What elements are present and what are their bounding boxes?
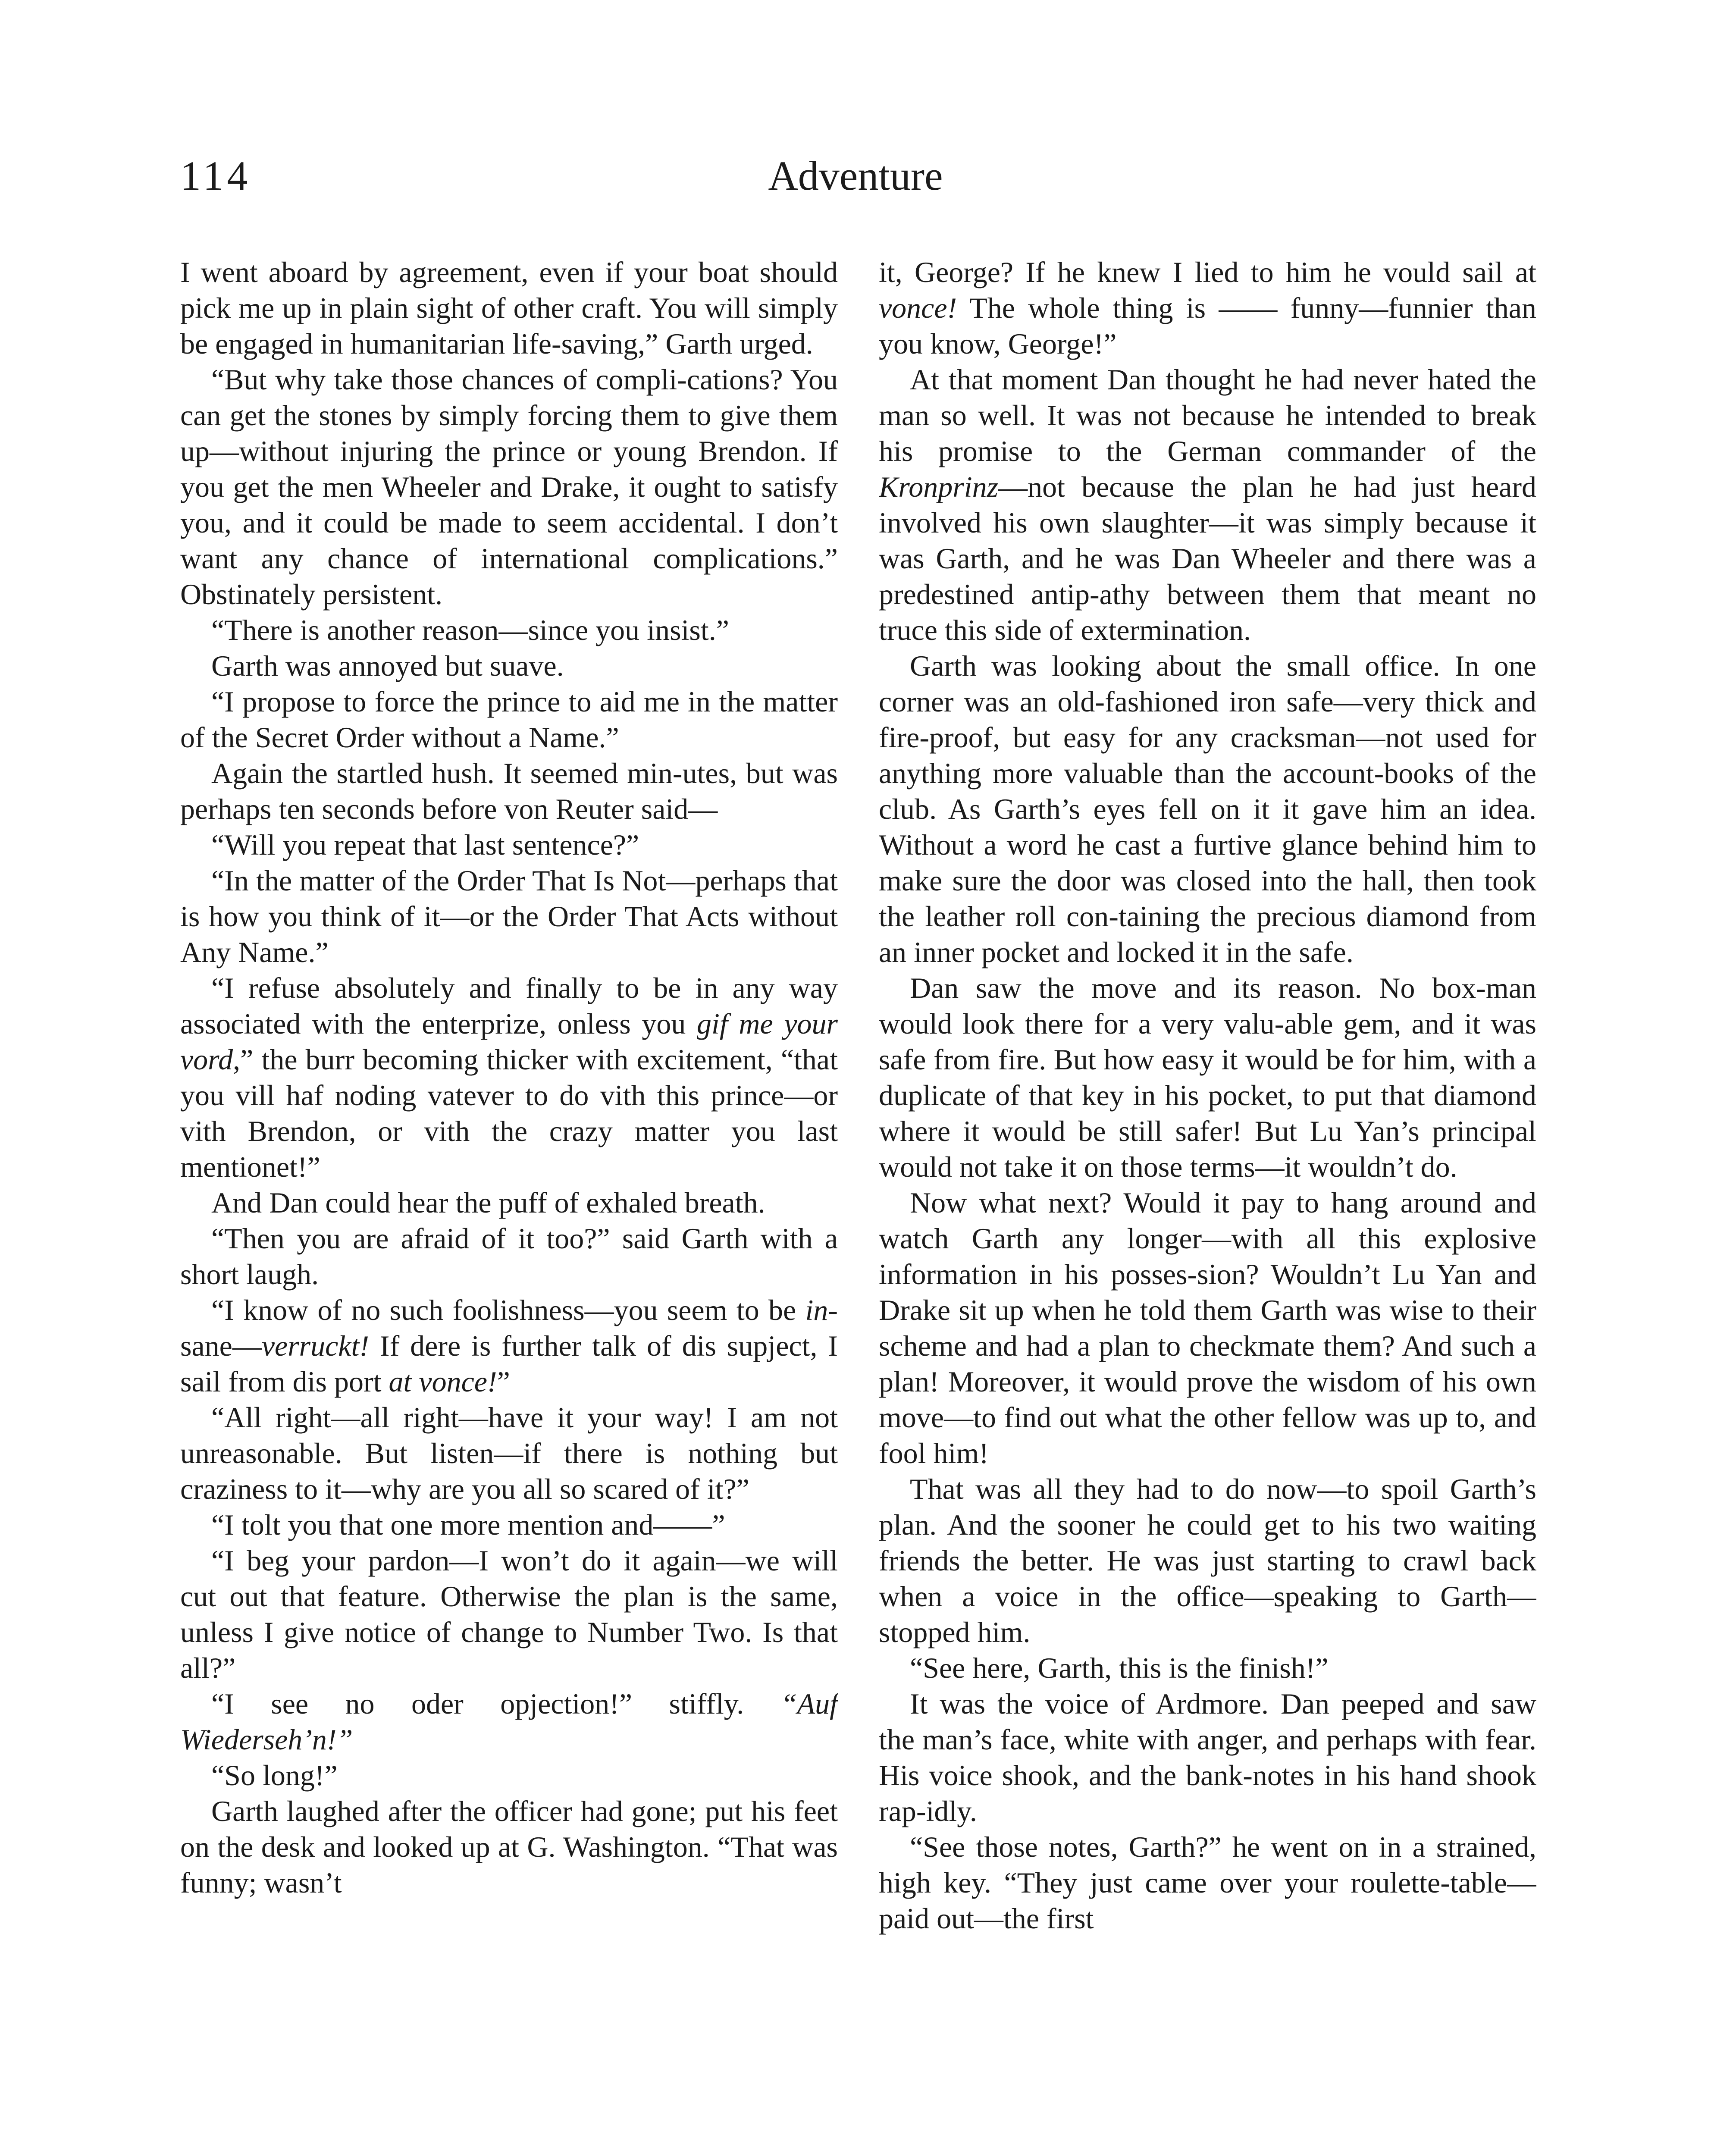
italic-text: in: [805, 1294, 828, 1326]
paragraph: Now what next? Would it pay to hang around and watch Garth any longer—with all this explosive information in his posses-sion? Wouldn’t Lu Yan and Drake sit up when he told them Garth was wise to their scheme and had a plan to checkmate them? And such a plan! Moreover, it would prove the wisdom of his own move—to find out what the other fellow was up to, and fool him!: [879, 1186, 1536, 1470]
paragraph: “I tolt you that one more mention and——”: [211, 1508, 725, 1541]
italic-text: verruckt!: [261, 1329, 370, 1362]
paragraph: “I beg your pardon—I won’t do it again—we will cut out that feature. Otherwise the plan is the same, unless I give notice of change to Number Two. Is that all?”: [180, 1544, 838, 1684]
paragraph: “In the matter of the Order That Is Not—perhaps that is how you think of it—or the Order That Acts without Any Name.”: [180, 864, 838, 968]
text-column-right: [879, 254, 1536, 2156]
paragraph: Dan saw the move and its reason. No box-man would look there for a very valu-able gem, and it was safe from fire. But how easy it would be for him, with a duplicate of that key in his pocket, to put that diamond where it would be still safer! But Lu Yan’s principal would not take it on those terms—it wouldn’t do.: [879, 971, 1536, 1183]
paragraph: Again the startled hush. It seemed min-utes, but was perhaps ten seconds before von Reuter said—: [180, 757, 838, 825]
italic-text: vonce!: [879, 291, 957, 324]
text-run: The whole thing is —— funny—funnier than you know, George!”: [879, 291, 1536, 360]
paragraph: [180, 970, 838, 1185]
paragraph: “See those notes, Garth?” he went on in a strained, high key. “They just came over your roulette-table—paid out—the first: [879, 1830, 1536, 1935]
italic-text: “Auf Wiederseh’n!”: [180, 1687, 838, 1756]
paragraph: “See here, Garth, this is the finish!”: [910, 1651, 1329, 1684]
text-column-left: [180, 254, 838, 2156]
paragraph: “But why take those chances of compli-cations? You can get the stones by simply forcing them to give them up—without injuring the prince or young Brendon. If you get the men Wheeler and Drake, it ought to satisfy you, and it could be made to seem accidental. I don’t want any chance of international complications.” Obstinately persistent.: [180, 363, 838, 611]
paragraph: “I propose to force the prince to aid me in the matter of the Secret Order without a Name.”: [180, 685, 838, 754]
paragraph: [180, 1292, 838, 1400]
paragraph: Garth was annoyed but suave.: [211, 649, 564, 682]
paragraph: Garth was looking about the small office. In one corner was an old-fashioned iron safe—very thick and fire-proof, but easy for any cracksman—not used for anything more valuable than the account-books of the club. As Garth’s eyes fell on it it gave him an idea. Without a word he cast a furtive glance behind him to make sure the door was closed into the hall, then took the leather roll con-taining the precious diamond from an inner pocket and locked it in the safe.: [879, 649, 1536, 968]
italic-text: gif me your vord: [180, 1007, 838, 1076]
paragraph: Garth laughed after the officer had gone; put his feet on the desk and looked up at G. Washington. “That was funny; wasn’t: [180, 1795, 838, 1899]
page-number: 114: [180, 153, 251, 199]
text-run: At that moment Dan thought he had never hated the man so well. It was not because he intended to break his promise to the German commander of the: [879, 363, 1536, 467]
text-run: ”: [497, 1365, 510, 1398]
text-run: it, George? If he knew I lied to him he vould sail at: [879, 256, 1536, 288]
text-run: “I refuse absolutely and finally to be in any way associated with the enterprize, onless you: [180, 971, 838, 1040]
paragraph: [180, 1686, 838, 1758]
text-run: -sane—: [180, 1294, 838, 1362]
text-run: If dere is further talk of dis supject, I sail from dis port: [180, 1329, 838, 1398]
paragraph: “Will you repeat that last sentence?”: [211, 828, 639, 861]
paragraph: [879, 362, 1536, 648]
paragraph: “Then you are afraid of it too?” said Garth with a short laugh.: [180, 1222, 838, 1291]
paragraph: “All right—all right—have it your way! I am not unreasonable. But listen—if there is nothing but craziness to it—why are you all so scared of it?”: [180, 1401, 838, 1505]
paragraph: “So long!”: [211, 1759, 338, 1792]
paragraph: That was all they had to do now—to spoil Garth’s plan. And the sooner he could get to his two waiting friends the better. He was just starting to crawl back when a voice in the office—speaking to Garth—stopped him.: [879, 1473, 1536, 1648]
paragraph: And Dan could hear the puff of exhaled breath.: [211, 1186, 765, 1219]
text-run: ,” the burr becoming thicker with excitement, “that you vill haf noding vatever to do vith this prince—or vith Brendon, or vith the crazy matter you last mentionet!”: [180, 1043, 838, 1183]
italic-text: Kronprinz: [879, 470, 999, 503]
paragraph: [879, 254, 1536, 362]
italic-text: at vonce!: [389, 1365, 497, 1398]
text-run: “I know of no such foolishness—you seem to be: [211, 1294, 805, 1326]
paragraph: I went aboard by agreement, even if your boat should pick me up in plain sight of other craft. You will simply be engaged in humanitarian life-saving,” Garth urged.: [180, 256, 838, 360]
paragraph: “There is another reason—since you insist.”: [211, 614, 729, 646]
text-run: —not because the plan he had just heard involved his own slaughter—it was simply because it was Garth, and he was Dan Wheeler and there was a predestined antip-athy between them that meant no truce this side of extermination.: [879, 470, 1536, 646]
text-run: “I see no oder opjection!” stiffly.: [211, 1687, 781, 1720]
paragraph: It was the voice of Ardmore. Dan peeped and saw the man’s face, white with anger, and perhaps with fear. His voice shook, and the bank-notes in his hand shook rap-idly.: [879, 1687, 1536, 1827]
running-head-title: Adventure: [768, 153, 943, 199]
